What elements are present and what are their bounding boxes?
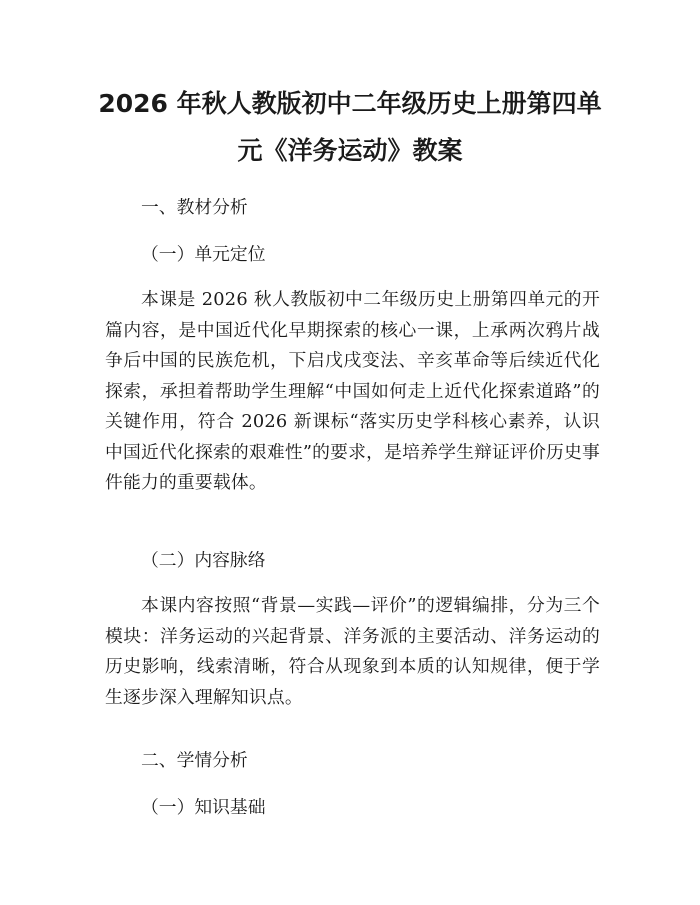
title-line-1: 2026 年秋人教版初中二年级历史上册第四单 <box>98 89 602 118</box>
paragraph-content-outline: 本课内容按照“背景—实践—评价”的逻辑编排，分为三个模块：洋务运动的兴起背景、洋务派的主要活动、洋务运动的历史影响，线索清晰，符合从现象到本质的认知规律，便于学生逐步深入理解知识点。 <box>105 595 600 708</box>
section-heading-2: 二、学情分析 <box>141 750 248 771</box>
document-title <box>95 80 605 174</box>
subsection-heading-1-2: （二）内容脉络 <box>141 550 266 571</box>
subsection-heading-2-1: （一）知识基础 <box>141 797 266 818</box>
paragraph-unit-position: 本课是 2026 秋人教版初中二年级历史上册第四单元的开篇内容，是中国近代化早期探索的核心一课，上承两次鸦片战争后中国的民族危机，下启戊戌变法、辛亥革命等后续近代化探索，承担着帮助学生理解“中国如何走上近代化探索道路”的关键作用，符合 2026 新课标“落实历史学科核心素养，认识中国近代化探索的艰难性”的要求，是培养学生辩证评价历史事件能力的重要载体。 <box>105 289 600 493</box>
section-heading-1: 一、教材分析 <box>141 197 248 218</box>
title-line-2: 元《洋务运动》教案 <box>237 136 463 165</box>
subsection-heading-1-1: （一）单元定位 <box>141 244 266 265</box>
